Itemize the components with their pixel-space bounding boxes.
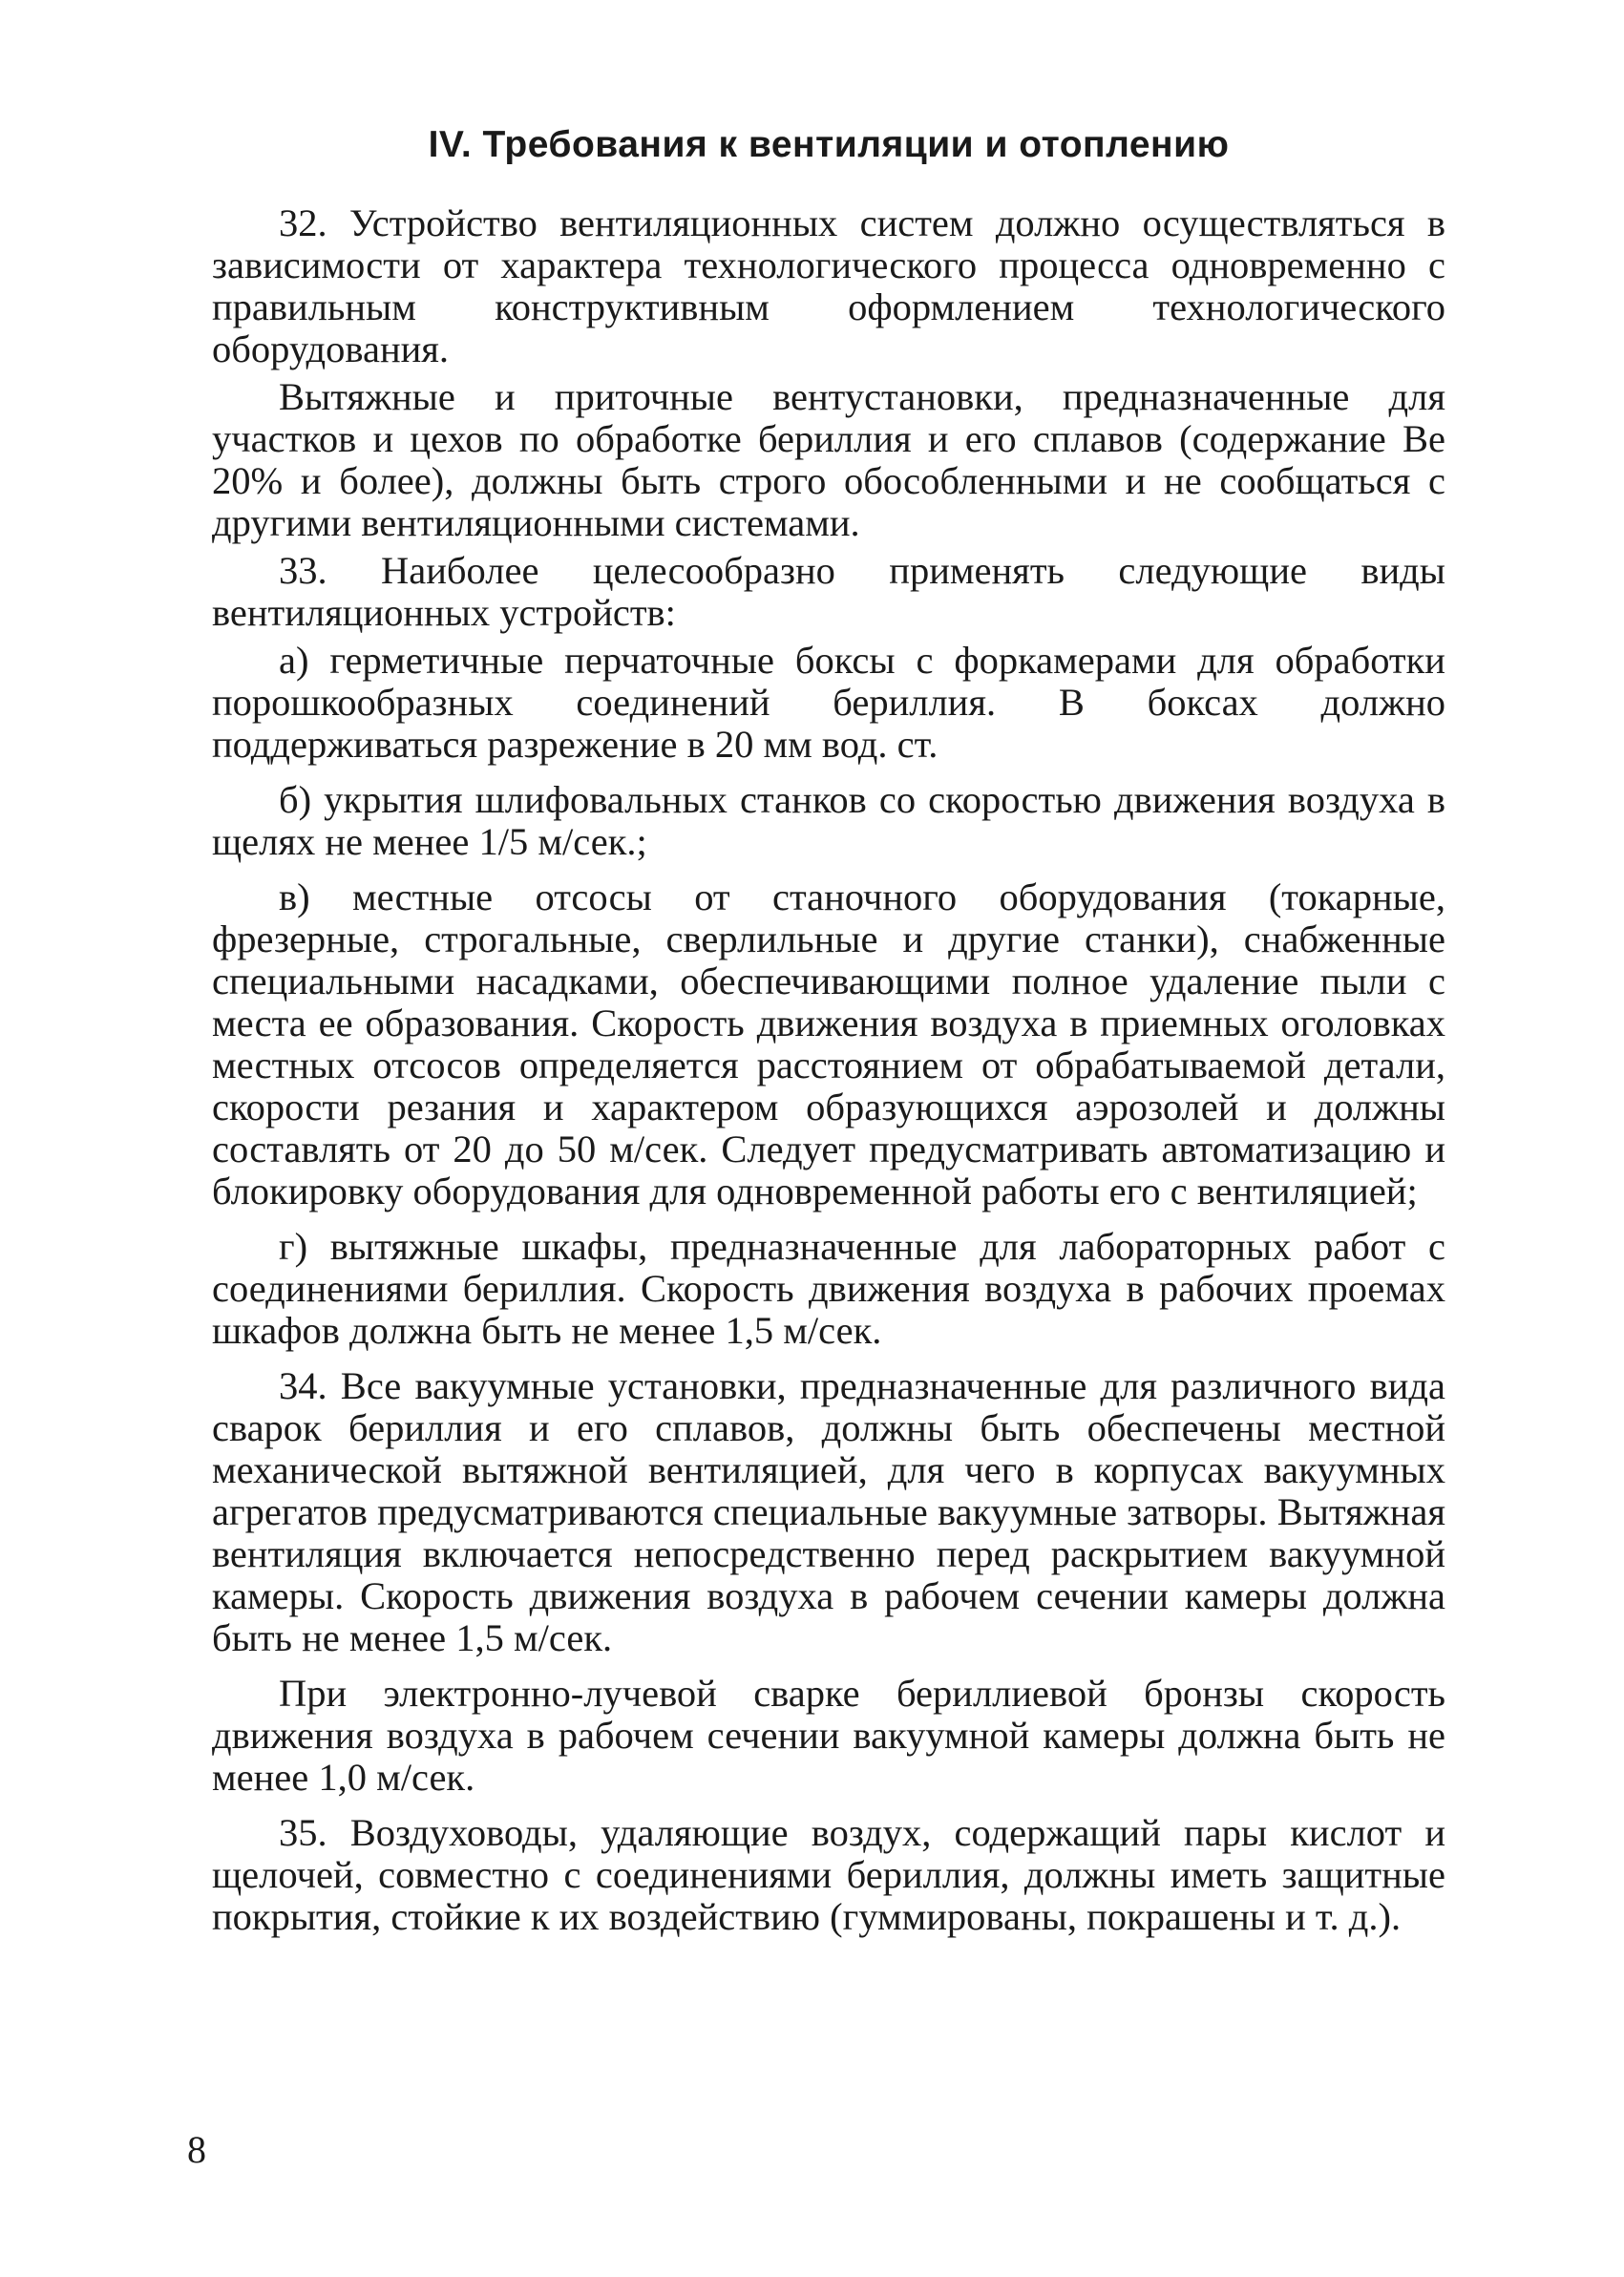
paragraph-35: 35. Воздуховоды, удаляющие воздух, содержащий пары кислот и щелочей, совместно с соединениями бериллия, должны иметь защитные покрытия, стойкие к их воздействию (гуммированы, покрашены и т. д.). <box>212 1811 1445 1938</box>
list-item-v: в) местные отсосы от станочного оборудования (токарные, фрезерные, строгальные, сверлильные и другие станки), снабженные специальными насадками, обеспечивающими полное удаление пыли с места ее образования. Скорость движения воздуха в приемных оголовках местных отсосов определяется расстоянием от обрабатываемой детали, скорости резания и характером образующихся аэрозолей и должны составлять от 20 до 50 м/сек. Следует предусматривать автоматизацию и блокировку оборудования для одновременной работы его с вентиляцией; <box>212 875 1445 1212</box>
list-item-a: а) герметичные перчаточные боксы с форкамерами для обработки порошкообразных соединений бериллия. В боксах должно поддерживаться разрежение в 20 мм вод. ст. <box>212 639 1445 766</box>
paragraph-34-electron-beam: При электронно-лучевой сварке бериллиевой бронзы скорость движения воздуха в рабочем сечении вакуумной камеры должна быть не менее 1,0 м/сек. <box>212 1672 1445 1799</box>
paragraph-33: 33. Наиболее целесообразно применять следующие виды вентиляционных устройств: <box>212 549 1445 634</box>
section-heading: IV. Требования к вентиляции и отоплению <box>428 124 1230 165</box>
list-item-g: г) вытяжные шкафы, предназначенные для лабораторных работ с соединениями бериллия. Скорость движения воздуха в рабочих проемах шкафов должна быть не менее 1,5 м/сек. <box>212 1225 1445 1352</box>
paragraph-32-exhaust: Вытяжные и приточные вентустановки, предназначенные для участков и цехов по обработке бериллия и его сплавов (содержание Ве 20% и более), должны быть строго обособленными и не сообщаться с другими вентиляционными системами. <box>212 375 1445 544</box>
document-page <box>212 124 1445 1944</box>
page-number: 8 <box>187 2128 206 2171</box>
list-item-b: б) укрытия шлифовальных станков со скоростью движения воздуха в щелях не менее 1/5 м/сек.; <box>212 778 1445 863</box>
paragraph-34: 34. Все вакуумные установки, предназначенные для различного вида сварок бериллия и его сплавов, должны быть обеспечены местной механической вытяжной вентиляцией, для чего в корпусах вакуумных агрегатов предусматриваются специальные вакуумные затворы. Вытяжная вентиляция включается непосредственно перед раскрытием вакуумной камеры. Скорость движения воздуха в рабочем сечении камеры должна быть не менее 1,5 м/сек. <box>212 1364 1445 1659</box>
paragraph-32: 32. Устройство вентиляционных систем должно осуществляться в зависимости от характера технологического процесса одновременно с правильным конструктивным оформлением технологического оборудования. <box>212 201 1445 370</box>
